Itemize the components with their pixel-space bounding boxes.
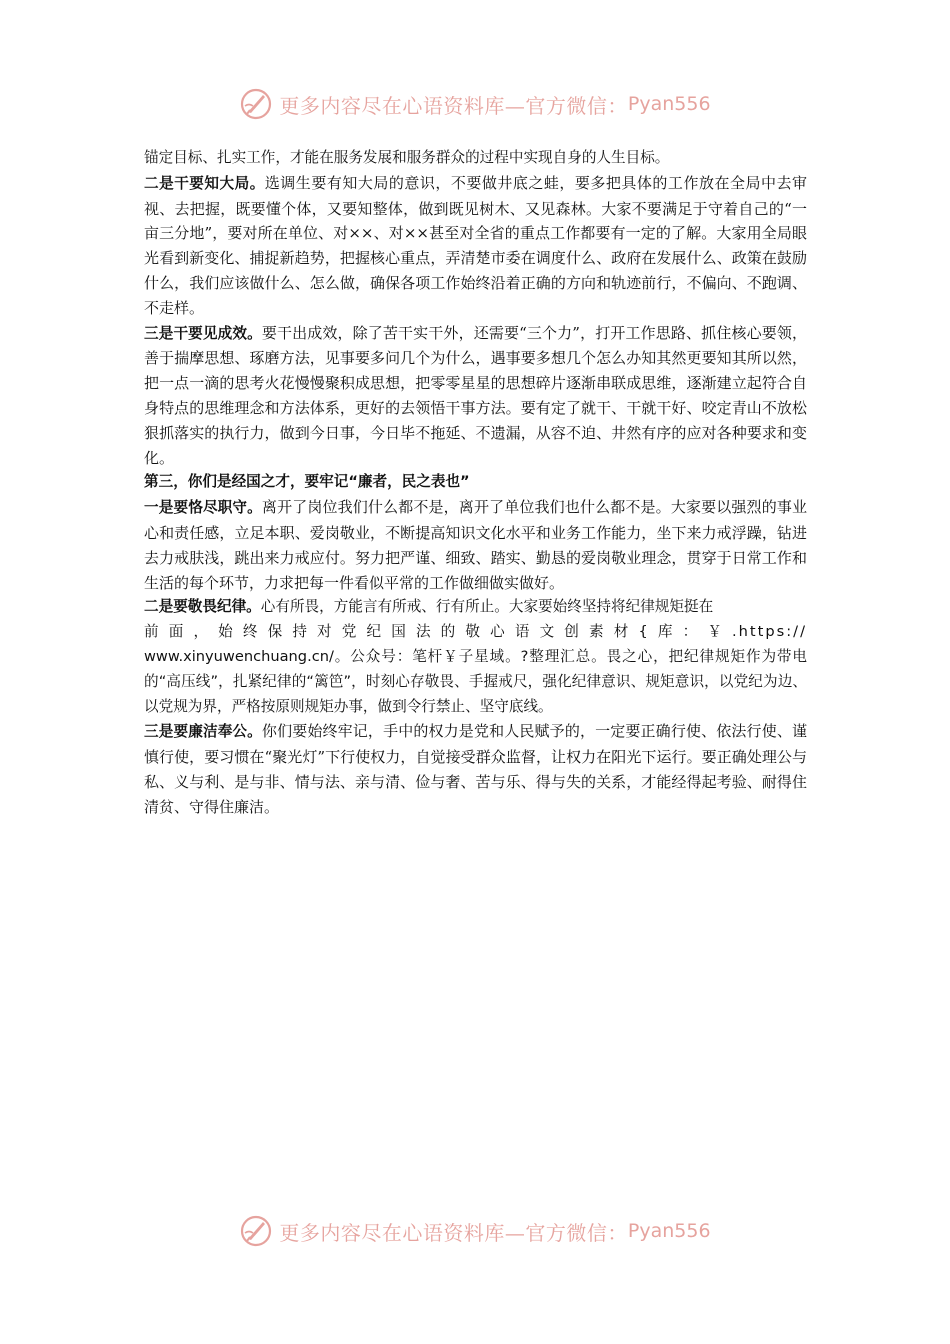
paragraph-6-line-1: 心有所畏，方能言有所戒、行有所止。大家要始终坚持将纪律规矩挺在 (260, 598, 714, 616)
quill-pen-logo-icon (239, 87, 273, 121)
watermark-text: 更多内容尽在心语资料库—官方微信： (279, 1220, 628, 1245)
source-url: www.xinyuwenchuang.cn/ (144, 647, 334, 665)
quill-pen-logo-icon (239, 1214, 273, 1248)
section-heading-3: 第三，你们是经国之才，要牢记“廉者，民之表也” (144, 473, 470, 491)
article-body (144, 146, 807, 820)
paragraph-7-body: 你们要始终牢记，手中的权力是党和人民赋予的，一定要正确行使、依法行使、谨慎行使，要习惯在“聚光灯”下行使权力，自觉接受群众监督，让权力在阳光下运行。要正确处理公与私、义与利、是与非、情与法、亲与清、俭与奢、苦与乐、得与失的关系，才能经得起考验、耐得住清贫、守得住廉洁。 (144, 722, 807, 816)
paragraph-3 (144, 321, 807, 471)
paragraph-5-heading: 一是要恪尽职守。 (144, 499, 262, 517)
header-watermark (0, 84, 950, 124)
paragraph-6-first (144, 595, 807, 620)
paragraph-7 (144, 719, 807, 819)
watermark-wechat-id: Pyan556 (627, 1220, 711, 1242)
watermark-wechat-id: Pyan556 (627, 93, 711, 115)
paragraph-1: 锚定目标、扎实工作，才能在服务发展和服务群众的过程中实现自身的人生目标。 (144, 149, 670, 166)
watermark-text: 更多内容尽在心语资料库—官方微信： (279, 93, 628, 118)
paragraph-5-body: 离开了岗位我们什么都不是，离开了单位我们也什么都不是。大家要以强烈的事业心和责任感，立足本职、爱岗敬业，不断提高知识文化水平和业务工作能力，坐下来力戒浮躁，钻进去力戒肤浅，跳出来力戒应付。努力把严谨、细致、踏实、勤恳的爱岗敬业理念，贯穿于日常工作和生活的每个环节，力求把每一件看似平常的工作做细做实做好。 (144, 498, 807, 592)
paragraph-2 (144, 171, 807, 321)
paragraph-6-line-2: 前面，始终保持对党纪国法的敬心语文创素材{库：￥.https:// (144, 623, 807, 641)
paragraph-6-heading: 二是要敬畏纪律。 (144, 598, 261, 616)
paragraph-6-rest (144, 645, 807, 719)
paragraph-5 (144, 495, 807, 595)
paragraph-7-heading: 三是要廉洁奉公。 (144, 723, 262, 741)
footer-watermark (0, 1211, 950, 1251)
paragraph-3-body: 要干出成效，除了苦干实干外，还需要“三个力”，打开工作思路、抓住核心要领，善于揣摩思想、琢磨方法，见事要多问几个为什么，遇事要多想几个怎么办知其然更要知其所以然，把一点一滴的思考火花慢慢聚积成思想，把零零星星的思想碎片逐渐串联成思维，逐渐建立起符合自身特点的思维理念和方法体系，更好的去领悟干事方法。要有定了就干、干就干好、咬定青山不放松狠抓落实的执行力，做到今日事，今日毕不拖延、不遗漏，从容不迫、井然有序的应对各种要求和变化。 (144, 323, 807, 467)
paragraph-3-heading: 三是干要见成效。 (144, 324, 262, 342)
paragraph-2-body: 选调生要有知大局的意识，不要做井底之蛙，要多把具体的工作放在全局中去审视、去把握，既要懂个体，又要知整体，做到既见树木、又见森林。大家不要满足于守着自己的“一亩三分地”，要对所在单位、对××、对××甚至对全省的重点工作都要有一定的了解。大家用全局眼光看到新变化、捕捉新趋势，把握核心重点，弄清楚市委在调度什么、政府在发展什么、政策在鼓励什么，我们应该做什么、怎么做，确保各项工作始终沿着正确的方向和轨迹前行，不偏向、不跑调、不走样。 (144, 173, 807, 317)
paragraph-2-heading: 二是干要知大局。 (144, 174, 265, 192)
paragraph-6-body: 。公众号：笔杆￥子星域。?整理汇总。畏之心，把纪律规矩作为带电的“高压线”，扎紧纪律的“篱笆”，时刻心存敬畏、手握戒尺，强化纪律意识、规矩意识，以党纪为边、以党规为界，严格按原则规矩办事，做到令行禁止、坚守底线。 (144, 647, 807, 715)
